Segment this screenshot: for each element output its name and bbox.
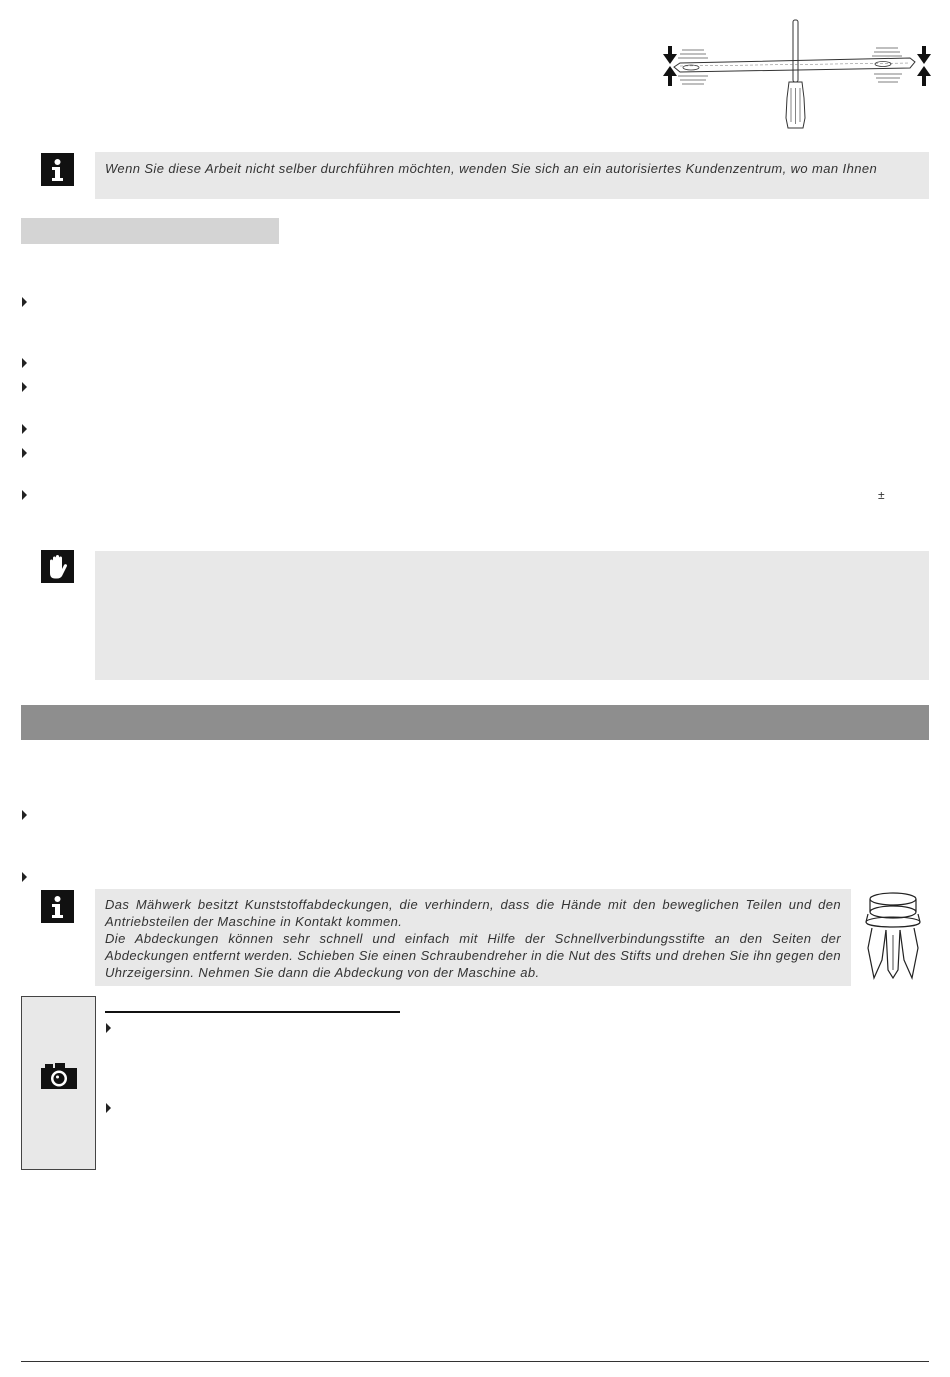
footer-rule — [21, 1361, 929, 1362]
triangle-bullet-icon — [106, 1103, 111, 1113]
info-note-text: Das Mähwerk besitzt Kunststoffabdeckungen, die verhindern, dass die Hände mit den beweglichen Teilen und den Antriebsteilen der Maschine in Kontakt kommen. — [105, 897, 841, 929]
info-note-box — [95, 889, 851, 986]
subheading-underline — [105, 1011, 400, 1013]
triangle-bullet-icon — [22, 382, 27, 392]
triangle-bullet-icon — [22, 448, 27, 458]
plus-minus-symbol: ± — [878, 488, 885, 502]
blade-balance-illustration — [660, 18, 935, 133]
triangle-bullet-icon — [106, 1023, 111, 1033]
section-header-bar — [21, 218, 279, 244]
camera-icon — [41, 1063, 77, 1094]
triangle-bullet-icon — [22, 490, 27, 500]
triangle-bullet-icon — [22, 872, 27, 882]
stop-hand-icon — [41, 550, 74, 583]
info-icon — [41, 153, 74, 186]
triangle-bullet-icon — [22, 810, 27, 820]
camera-panel — [21, 996, 96, 1170]
triangle-bullet-icon — [22, 358, 27, 368]
section-header-bar-dark — [21, 705, 929, 740]
info-note-text: Die Abdeckungen können sehr schnell und einfach mit Hilfe der Schnellverbindungsstifte an den Seiten der Abdeckungen entfernt werden. Schieben Sie einen Schraubendreher in die Nut des Stifts und drehen Sie ihn gegen den Uhrzeigersinn. Nehmen Sie dann die Abdeckung von der Maschine ab. — [105, 931, 841, 980]
info-icon — [41, 890, 74, 923]
warning-note-box — [95, 551, 929, 680]
quick-release-pin-illustration — [858, 890, 928, 985]
triangle-bullet-icon — [22, 297, 27, 307]
triangle-bullet-icon — [22, 424, 27, 434]
info-note-text: Wenn Sie diese Arbeit nicht selber durchführen möchten, wenden Sie sich an ein autorisiertes Kundenzentrum, wo man Ihnen — [105, 161, 878, 176]
info-note-box — [95, 152, 929, 199]
